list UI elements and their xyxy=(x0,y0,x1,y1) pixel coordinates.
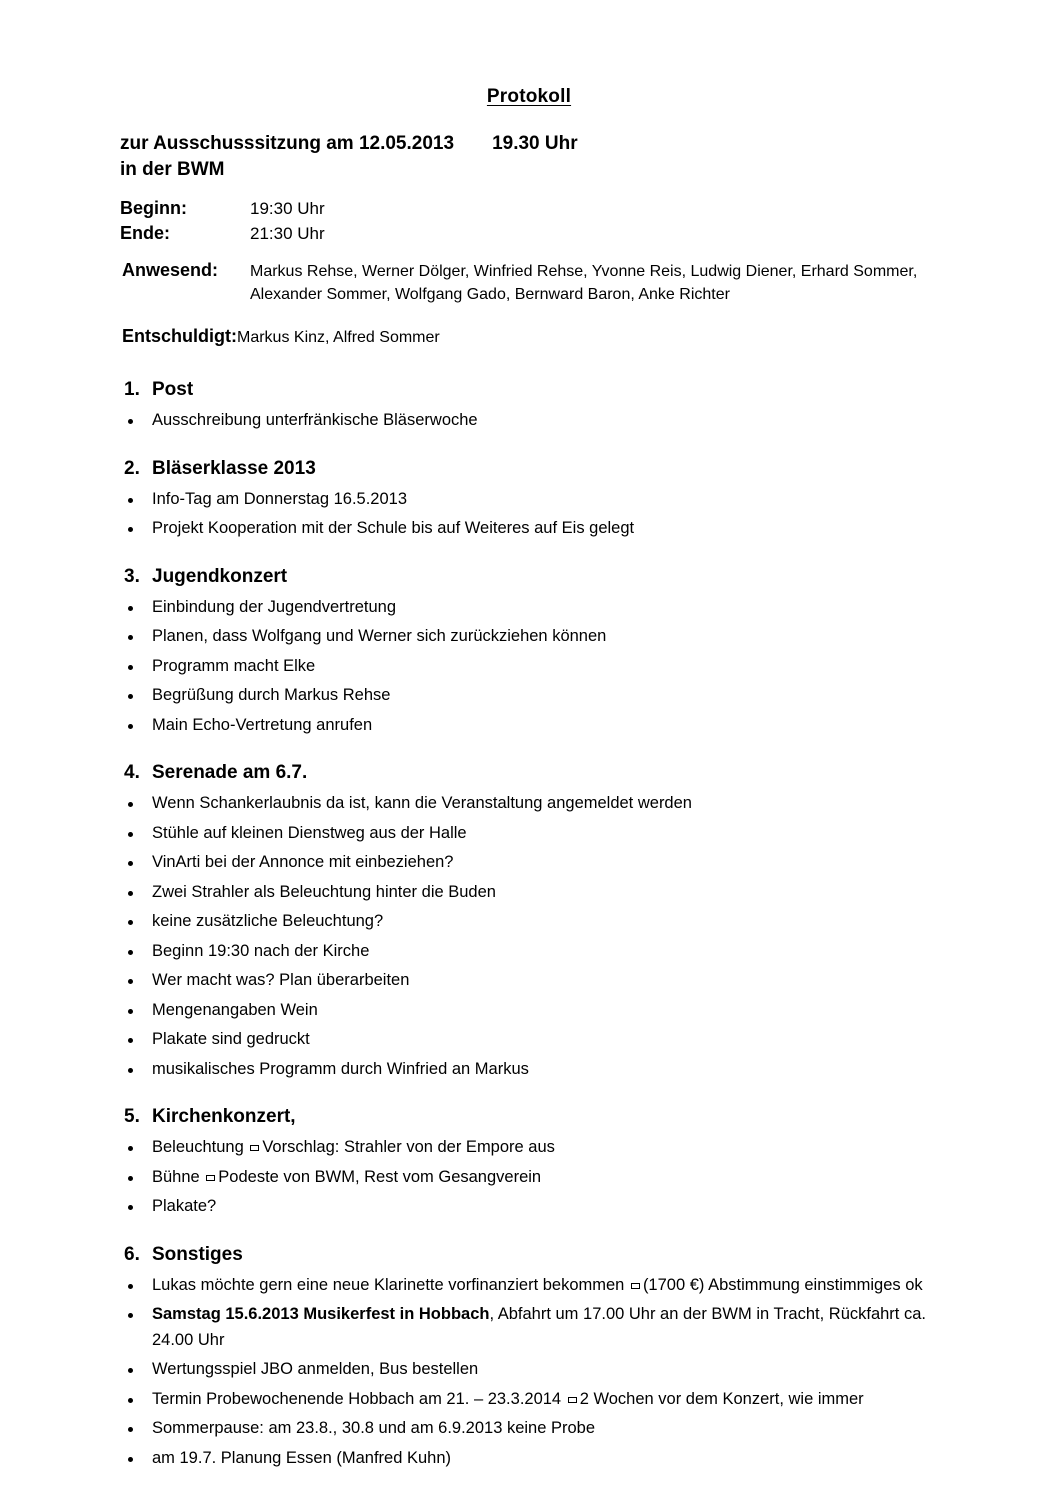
attendance-value: Markus Rehse, Werner Dölger, Winfried Rehse, Yvonne Reis, Ludwig Diener, Erhard Sommer, Alexander Sommer, Wolfgang Gado, Bernward Baron, Anke Richter xyxy=(250,263,918,303)
agenda-item-text: Beleuchtung xyxy=(152,1138,249,1156)
agenda-item-text: Einbindung der Jugendvertretung xyxy=(152,597,397,616)
agenda-item-text: , Abfahrt um 17.00 Uhr an der BWM in Tracht, Rückfahrt ca. 24.00 Uhr xyxy=(152,1305,926,1349)
agenda-section-title: Serenade am 6.7. xyxy=(152,762,308,783)
agenda-item-text: 2 Wochen vor dem Konzert, wie immer xyxy=(579,1389,864,1408)
agenda-item xyxy=(0,850,1058,876)
agenda-item-text: musikalisches Programm durch Winfried an Markus xyxy=(152,1059,529,1078)
agenda-item xyxy=(0,1273,1058,1299)
agenda-item xyxy=(0,939,1058,965)
agenda-item-text: Sommerpause: am 23.8., 30.8 und am 6.9.2013 keine Probe xyxy=(152,1419,596,1437)
excused-block xyxy=(122,325,440,349)
agenda-section-heading xyxy=(0,760,1058,786)
agenda-section xyxy=(0,1242,1058,1472)
agenda-item-text: Plakate sind gedruckt xyxy=(152,1030,310,1048)
agenda-section xyxy=(0,760,1058,1082)
agenda-item-text: Podeste von BWM, Rest vom Gesangverein xyxy=(218,1167,542,1186)
agenda-section-number: 2. xyxy=(124,457,140,479)
agenda-section xyxy=(0,377,1058,434)
agenda-section xyxy=(0,1104,1058,1220)
agenda-item xyxy=(0,1416,1058,1442)
agenda-item xyxy=(0,683,1058,709)
agenda-item xyxy=(0,1165,1058,1191)
agenda-item-text: Mengenangaben Wein xyxy=(152,1000,318,1019)
agenda-item xyxy=(0,713,1058,739)
agenda-section-heading xyxy=(0,456,1058,482)
agenda-item xyxy=(0,1057,1058,1083)
excused-label: Entschuldigt: xyxy=(122,326,237,346)
meeting-end-value: 21:30 Uhr xyxy=(250,224,325,243)
agenda-item xyxy=(0,595,1058,621)
agenda-item xyxy=(0,516,1058,542)
agenda-section-number: 3. xyxy=(124,565,140,587)
agenda-section-title: Bläserklasse 2013 xyxy=(152,457,316,479)
missing-glyph-icon xyxy=(568,1397,577,1403)
agenda-item-list xyxy=(0,1273,1058,1472)
missing-glyph-icon xyxy=(631,1283,640,1289)
agenda-item xyxy=(0,654,1058,680)
agenda-item xyxy=(0,1357,1058,1383)
agenda-item-list xyxy=(0,408,1058,434)
agenda-item-text: keine zusätzliche Beleuchtung? xyxy=(152,912,384,930)
agenda-item xyxy=(0,998,1058,1024)
agenda-item-list xyxy=(0,1135,1058,1220)
meeting-subtitle-line2: in der BWM xyxy=(120,159,225,180)
agenda-item-text: Stühle auf kleinen Dienstweg aus der Halle xyxy=(152,823,467,842)
agenda-item xyxy=(0,880,1058,906)
agenda-section-heading xyxy=(0,1104,1058,1130)
agenda-item xyxy=(0,1135,1058,1161)
meeting-subtitle xyxy=(120,131,578,183)
agenda-section xyxy=(0,456,1058,542)
excused-value: Markus Kinz, Alfred Sommer xyxy=(237,329,440,346)
agenda-item-text: Planen, dass Wolfgang und Werner sich zurückziehen können xyxy=(152,627,607,645)
agenda-section-number: 5. xyxy=(124,1106,140,1127)
agenda-item-list xyxy=(0,487,1058,542)
agenda-item xyxy=(0,1027,1058,1053)
agenda-item-text: am 19.7. Planung Essen (Manfred Kuhn) xyxy=(152,1448,452,1467)
agenda-section-title: Jugendkonzert xyxy=(152,565,288,587)
meeting-end-row xyxy=(120,221,325,246)
agenda-item-text: Projekt Kooperation mit der Schule bis auf Weiteres auf Eis gelegt xyxy=(152,519,635,537)
agenda-section-heading xyxy=(0,377,1058,403)
missing-glyph-icon xyxy=(250,1145,259,1151)
meeting-end-label: Ende: xyxy=(120,223,171,243)
agenda-section-number: 6. xyxy=(124,1243,140,1265)
agenda-item-list xyxy=(0,595,1058,739)
agenda-item xyxy=(0,909,1058,935)
agenda-item-text: VinArti bei der Annonce mit einbeziehen? xyxy=(152,853,454,871)
attendance-label: Anwesend: xyxy=(122,260,219,280)
agenda-item-text: (1700 €) Abstimmung einstimmiges ok xyxy=(642,1275,923,1294)
agenda-section-title: Kirchenkonzert, xyxy=(152,1106,296,1127)
attendance-block xyxy=(122,259,932,306)
agenda-item xyxy=(0,1302,1058,1353)
agenda-item xyxy=(0,968,1058,994)
agenda-item xyxy=(0,1446,1058,1472)
agenda-item-text: Ausschreibung unterfränkische Bläserwoche xyxy=(152,411,478,429)
missing-glyph-icon xyxy=(206,1175,215,1181)
agenda-item xyxy=(0,791,1058,817)
page-title xyxy=(0,86,1058,108)
agenda-item-text: Termin Probewochenende Hobbach am 21. – 23.3.2014 xyxy=(152,1389,566,1408)
agenda-section-title: Sonstiges xyxy=(152,1243,243,1265)
agenda-item-text: Bühne xyxy=(152,1167,205,1186)
agenda-item-text: Zwei Strahler als Beleuchtung hinter die Buden xyxy=(152,882,496,901)
agenda-section-number: 1. xyxy=(124,379,140,400)
agenda-item-text: Samstag 15.6.2013 Musikerfest in Hobbach xyxy=(152,1305,490,1323)
agenda-item-text: Vorschlag: Strahler von der Empore aus xyxy=(262,1138,555,1156)
agenda-item-text: Programm macht Elke xyxy=(152,656,316,675)
page-title-text: Protokoll xyxy=(486,86,572,107)
meeting-subtitle-time: 19.30 Uhr xyxy=(492,133,578,154)
meeting-start-value: 19:30 Uhr xyxy=(250,199,325,218)
agenda-section xyxy=(0,564,1058,739)
agenda-item-text: Wer macht was? Plan überarbeiten xyxy=(152,971,410,989)
agenda-item xyxy=(0,1387,1058,1413)
meeting-times xyxy=(120,196,325,246)
agenda-section-heading xyxy=(0,1242,1058,1268)
agenda-item-list xyxy=(0,791,1058,1082)
agenda-item xyxy=(0,624,1058,650)
agenda-section-heading xyxy=(0,564,1058,590)
agenda-item-text: Main Echo-Vertretung anrufen xyxy=(152,715,373,734)
agenda-item-text: Wertungsspiel JBO anmelden, Bus bestellen xyxy=(152,1360,479,1378)
meeting-subtitle-line1: zur Ausschusssitzung am 12.05.2013 xyxy=(120,133,455,154)
agenda-item xyxy=(0,821,1058,847)
agenda-item-text: Beginn 19:30 nach der Kirche xyxy=(152,941,370,960)
agenda-item-text: Begrüßung durch Markus Rehse xyxy=(152,686,391,704)
meeting-start-label: Beginn: xyxy=(120,198,187,218)
meeting-start-row xyxy=(120,196,325,221)
agenda-item-text: Lukas möchte gern eine neue Klarinette vorfinanziert bekommen xyxy=(152,1275,629,1294)
agenda-item-text: Plakate? xyxy=(152,1197,217,1215)
agenda-item-text: Wenn Schankerlaubnis da ist, kann die Veranstaltung angemeldet werden xyxy=(152,794,692,812)
agenda-item xyxy=(0,408,1058,434)
agenda-item xyxy=(0,487,1058,513)
agenda-section-title: Post xyxy=(152,379,194,400)
agenda-item xyxy=(0,1194,1058,1220)
agenda-section-number: 4. xyxy=(124,762,140,783)
agenda-item-text: Info-Tag am Donnerstag 16.5.2013 xyxy=(152,489,408,508)
agenda-sections xyxy=(0,377,1058,1493)
